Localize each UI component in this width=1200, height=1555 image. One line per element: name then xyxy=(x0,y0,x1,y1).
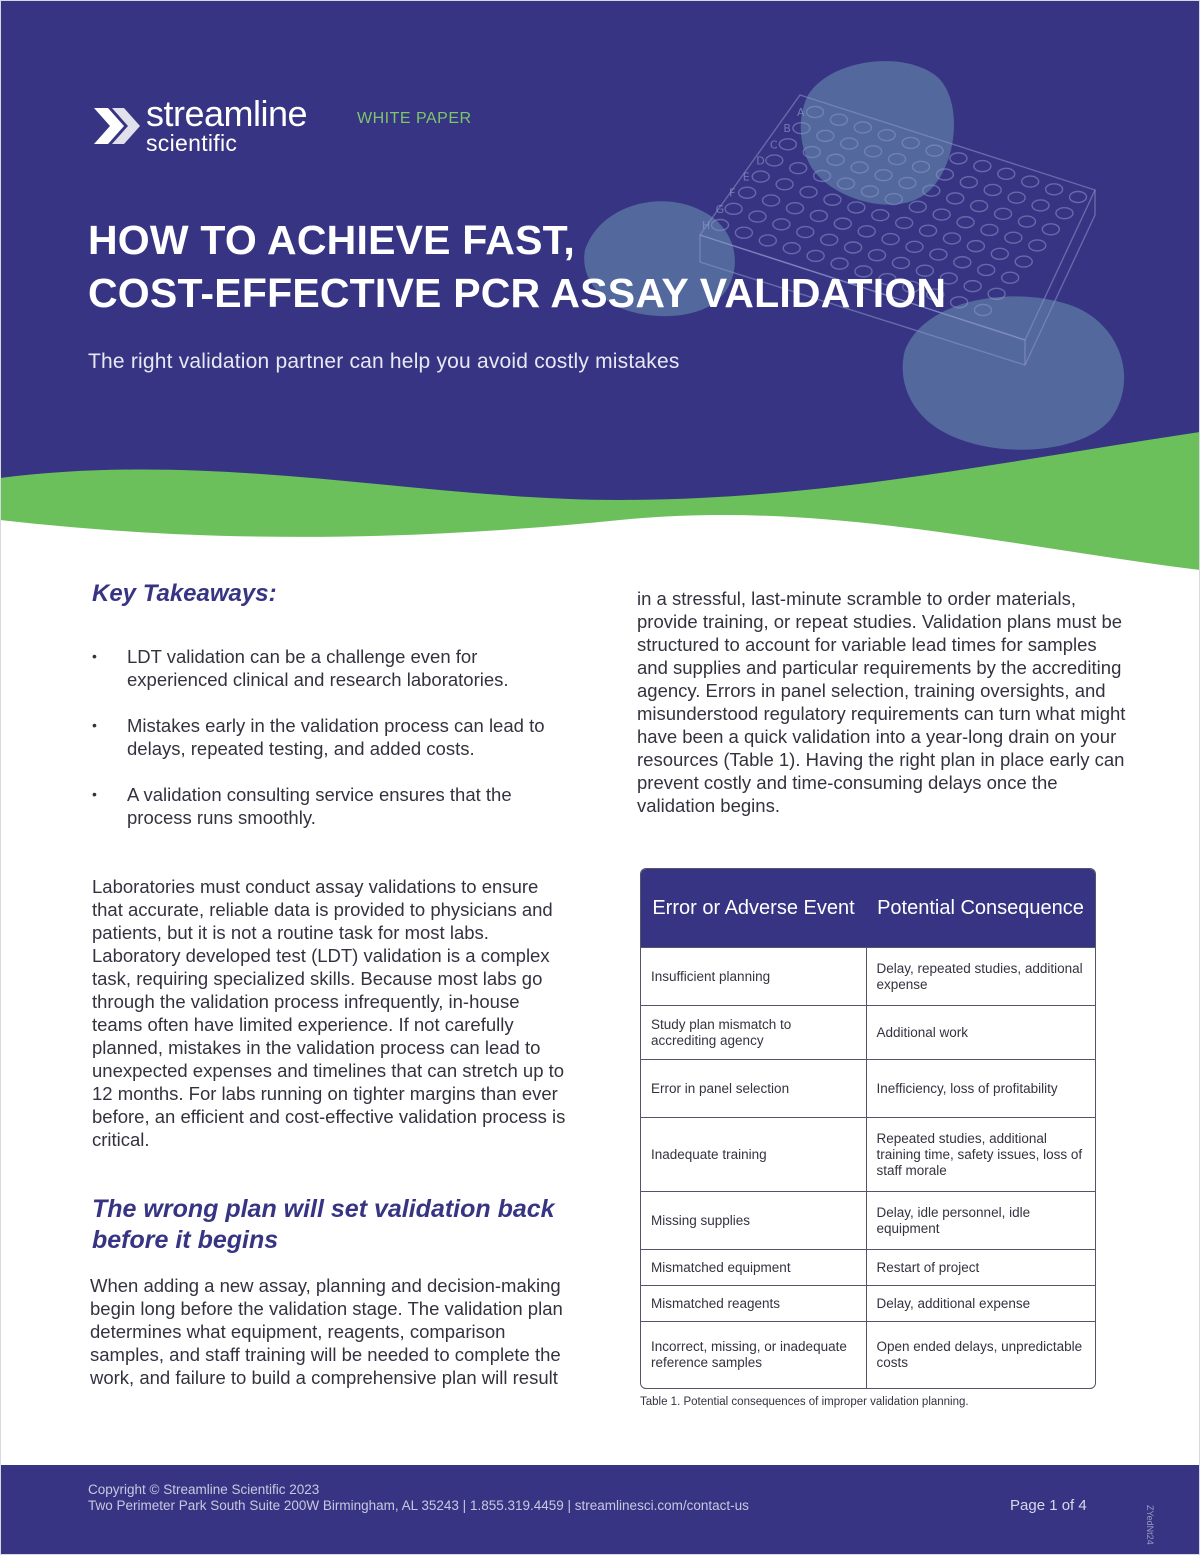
table-cell-consequence: Open ended delays, unpredictable costs xyxy=(866,1322,1095,1388)
document-type-label: WHITE PAPER xyxy=(357,110,472,127)
table-caption: Table 1. Potential consequences of improper validation planning. xyxy=(640,1396,969,1408)
list-item xyxy=(92,645,572,691)
table-cell-event: Inadequate training xyxy=(641,1118,866,1192)
hero-banner xyxy=(0,0,1200,570)
consequences-table xyxy=(640,868,1096,1389)
header-error-event: Error or Adverse Event xyxy=(641,869,866,948)
key-takeaways-heading: Key Takeaways: xyxy=(92,580,277,607)
plate-row-letter: F xyxy=(729,186,736,200)
table-cell-consequence: Delay, idle personnel, idle equipment xyxy=(866,1192,1095,1250)
page-subtitle: The right validation partner can help you avoid costly mistakes xyxy=(88,350,680,373)
logo-subtitle: scientific xyxy=(146,130,238,156)
table-row xyxy=(641,1118,1095,1192)
table-cell-consequence: Additional work xyxy=(866,1006,1095,1060)
table-cell-event: Incorrect, missing, or inadequate reference samples xyxy=(641,1322,866,1388)
footer-address: Two Perimeter Park South Suite 200W Birmingham, AL 35243 | 1.855.319.4459 | streamlinesci.com/contact-us xyxy=(88,1498,749,1513)
table-row xyxy=(641,1286,1095,1322)
takeaway-text: LDT validation can be a challenge even for experienced clinical and research laboratories. xyxy=(127,646,509,690)
table-cell-event: Mismatched equipment xyxy=(641,1250,866,1286)
header-consequence: Potential Consequence xyxy=(866,869,1095,948)
list-item xyxy=(92,783,572,829)
logo-wordmark: streamline xyxy=(146,93,308,134)
table-cell-consequence: Delay, additional expense xyxy=(866,1286,1095,1322)
plate-row-letter: D xyxy=(756,154,765,168)
list-item xyxy=(92,714,572,760)
takeaway-text: A validation consulting service ensures that the process runs smoothly. xyxy=(127,784,512,828)
table-cell-consequence: Delay, repeated studies, additional expense xyxy=(866,948,1095,1006)
plate-row-letter: A xyxy=(797,106,805,119)
page-footer xyxy=(0,1465,1200,1555)
section-heading: The wrong plan will set validation back before it begins xyxy=(92,1195,555,1254)
table-cell-consequence: Inefficiency, loss of profitability xyxy=(866,1060,1095,1118)
plate-row-letter: C xyxy=(769,138,778,152)
chevron-logo-icon xyxy=(90,102,142,150)
continued-paragraph: in a stressful, last-minute scramble to order materials, provide training, or repeat studies. Validation plans must be structured to account for variable lead times for samples and supplies and particular requirements by the accrediting agency. Errors in panel selection, training oversights, and misunderstood regulatory requirements can turn what might have been a quick validation into a year-long drain on your resources (Table 1). Having the right plan in place early can prevent costly and time-consuming delays once the validation begins. xyxy=(637,588,1126,816)
table-row xyxy=(641,1322,1095,1388)
table-row xyxy=(641,948,1095,1006)
table-cell-event: Error in panel selection xyxy=(641,1060,866,1118)
table-cell-event: Study plan mismatch to accrediting agency xyxy=(641,1006,866,1060)
bullet-icon: • xyxy=(92,717,97,733)
table-cell-event: Insufficient planning xyxy=(641,948,866,1006)
takeaway-text: Mistakes early in the validation process can lead to delays, repeated testing, and added costs. xyxy=(127,715,545,759)
title-line-1: HOW TO ACHIEVE FAST, xyxy=(88,217,575,263)
section-paragraph: When adding a new assay, planning and decision-making begin long before the validation stage. The validation plan determines what equipment, reagents, comparison samples, and staff training will be needed to complete the work, and failure to build a comprehensive plan will result xyxy=(90,1275,563,1388)
table-row xyxy=(641,1060,1095,1118)
table-cell-consequence: Repeated studies, additional training time, safety issues, loss of staff morale xyxy=(866,1118,1095,1192)
key-takeaways-list xyxy=(92,645,572,852)
bullet-icon: • xyxy=(92,786,97,802)
intro-paragraph: Laboratories must conduct assay validations to ensure that accurate, reliable data is provided to physicians and patients, but it is not a routine task for most labs. Laboratory developed test (LDT) validation is a complex task, requiring specialized skills. Because most labs go through the validation process infrequently, in-house teams often have limited experience. If not carefully planned, mistakes in the validation process can lead to unexpected expenses and timelines that can stretch up to 12 months. For labs running on tighter margins than ever before, an efficient and cost-effective validation process is critical. xyxy=(92,876,566,1150)
table-row xyxy=(641,1192,1095,1250)
title-line-2: COST-EFFECTIVE PCR ASSAY VALIDATION xyxy=(88,270,947,316)
table-header-row xyxy=(641,869,1095,948)
table-row xyxy=(641,1250,1095,1286)
page-title xyxy=(88,214,946,320)
plate-row-letter: G xyxy=(715,202,725,216)
bullet-icon: • xyxy=(92,648,97,664)
plate-row-letter: E xyxy=(742,170,750,184)
table-cell-event: Missing supplies xyxy=(641,1192,866,1250)
table-row xyxy=(641,1006,1095,1060)
page-number: Page 1 of 4 xyxy=(1010,1497,1087,1514)
table-cell-consequence: Restart of project xyxy=(866,1250,1095,1286)
footer-copyright: Copyright © Streamline Scientific 2023 xyxy=(88,1482,320,1497)
table-cell-event: Mismatched reagents xyxy=(641,1286,866,1322)
streamline-logo xyxy=(90,93,308,156)
plate-row-letter: H xyxy=(702,219,711,232)
plate-row-letter: B xyxy=(783,122,791,136)
document-code: ZYedNt24 xyxy=(1145,1505,1155,1545)
